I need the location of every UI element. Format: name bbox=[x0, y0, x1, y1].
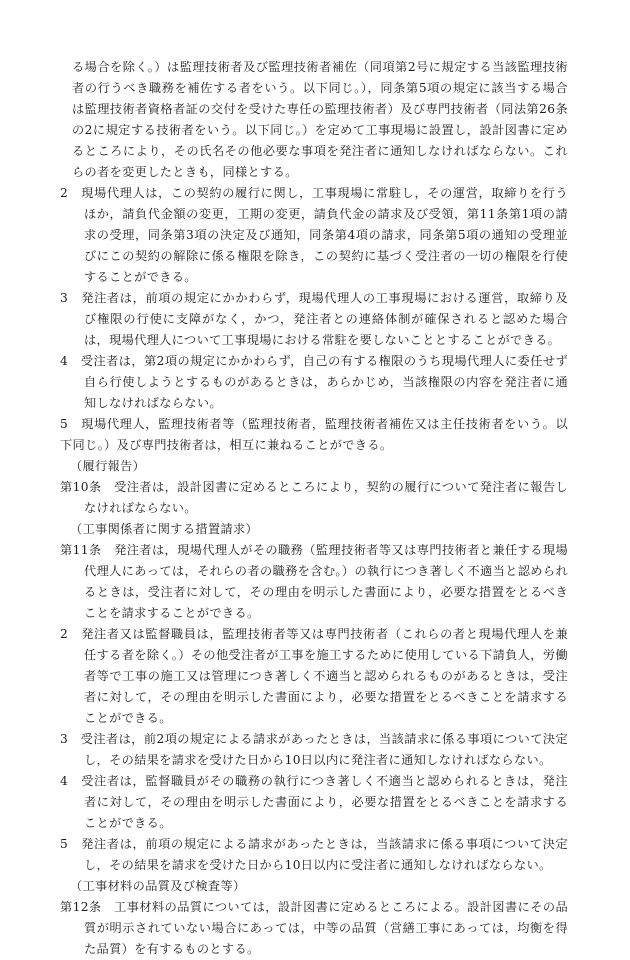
paragraph-item-4: 4 受注者は，第2項の規定にかかわらず，自己の有する権限のうち現場代理人に委任せず自ら行使しようとするものがあるときは，あらかじめ，当該権限の内容を発注者に通知しなければならない。 bbox=[60, 354, 568, 410]
article-11-item-3: 3 受注者は，前2項の規定による請求があったときは，当該請求に係る事項について決定し，その結果を請求を受けた日から10日以内に発注者に通知しなければならない。 bbox=[60, 732, 568, 767]
section-heading-measures-request: （工事関係者に関する措置請求） bbox=[70, 522, 259, 536]
article-12: 第12条 工事材料の品質については，設計図書に定めるところによる。設計図書にその品質が明示されていない場合にあっては，中等の品質（営繕工事にあっては，均衡を得た品質）を有するものとする。 bbox=[60, 900, 568, 956]
paragraph-item-3: 3 発注者は，前項の規定にかかわらず，現場代理人の工事現場における運営，取締り及び権限の行使に支障がなく，かつ，発注者との連絡体制が確保されると認めた場合は，現場代理人について工事現場における常駐を要しないこととすることができる。 bbox=[60, 291, 568, 347]
article-11-item-4: 4 受注者は，監督職員がその職務の執行につき著しく不適当と認められるときは，発注者に対して，その理由を明示した書面により，必要な措置をとるべきことを請求することができる。 bbox=[60, 774, 568, 830]
section-heading-material-quality: （工事材料の品質及び検査等） bbox=[70, 879, 246, 893]
section-heading-progress-report: （履行報告） bbox=[70, 459, 146, 473]
paragraph-continuation: る場合を除く。）は監理技術者及び監理技術者補佐（同項第2号に規定する当該監理技術者の行うべき職務を補佐する者をいう。以下同じ。），同条第5項の規定に該当する場合は監理技術者資格者証の交付を受けた専任の監理技術者）及び専門技術者（同法第26条の2に規定する技術者をいう。以下同じ。）を定めて工事現場に設置し，設計図書に定めるところにより，その氏名その他必要な事項を発注者に通知しなければならない。これらの者を変更したときも，同様とする。 bbox=[72, 60, 568, 179]
article-11-item-5: 5 発注者は，前項の規定による請求があったときは，当該請求に係る事項について決定し，その結果を請求を受けた日から10日以内に受注者に通知しなければならない。 bbox=[60, 837, 568, 872]
article-11: 第11条 発注者は，現場代理人がその職務（監理技術者等又は専門技術者と兼任する現場代理人にあっては，それらの者の職務を含む。）の執行につき著しく不適当と認められるときは，受注者に対して，その理由を明示した書面により，必要な措置をとるべきことを請求することができる。 bbox=[60, 543, 568, 620]
paragraph-item-5: 5 現場代理人，監理技術者等（監理技術者，監理技術者補佐又は主任技術者をいう。以下同じ。）及び専門技術者は，相互に兼ねることができる。 bbox=[60, 417, 568, 452]
article-10: 第10条 受注者は，設計図書に定めるところにより，契約の履行について発注者に報告しなければならない。 bbox=[60, 480, 568, 515]
article-11-item-2: 2 発注者又は監督職員は，監理技術者等又は専門技術者（これらの者と現場代理人を兼任する者を除く。）その他受注者が工事を施工するために使用している下請負人，労働者等で工事の施工又は管理につき著しく不適当と認められるものがあるときは，受注者に対して，その理由を明示した書面により，必要な措置をとるべきことを請求することができる。 bbox=[60, 627, 568, 725]
paragraph-item-2: 2 現場代理人は，この契約の履行に関し，工事現場に常駐し，その運営，取締りを行うほか，請負代金額の変更，工期の変更，請負代金の請求及び受領，第11条第1項の請求の受理，同条第3項の決定及び通知，同条第4項の請求，同条第5項の通知の受理並びにこの契約の解除に係る権限を除き，この契約に基づく受注者の一切の権限を行使することができる。 bbox=[60, 186, 568, 284]
